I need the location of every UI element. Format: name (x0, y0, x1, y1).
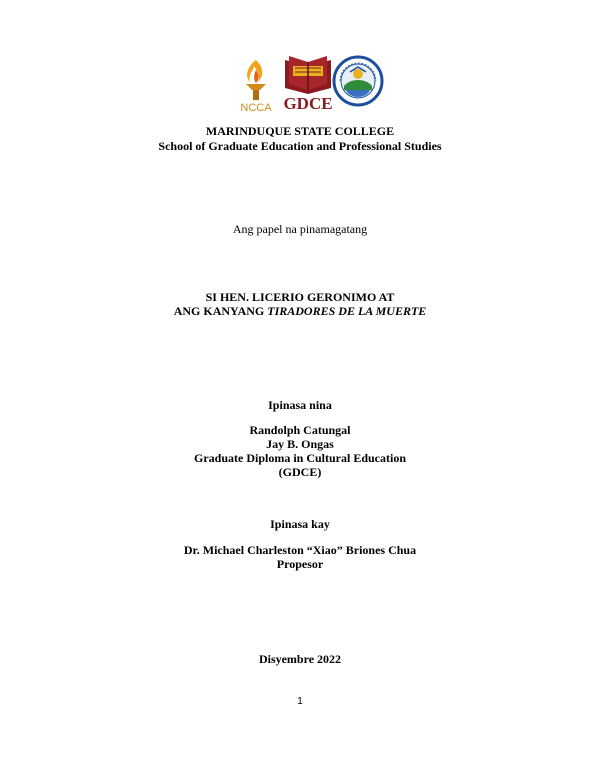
college-seal-logo (332, 50, 384, 112)
program-abbreviation: (GDCE) (278, 465, 322, 479)
gdce-logo-text: GDCE (283, 94, 333, 113)
college-seal-icon (332, 50, 384, 112)
author-2: Jay B. Ongas (266, 437, 334, 451)
paper-title-prefix: ANG KANYANG (173, 304, 268, 318)
gdce-logo (281, 50, 335, 114)
submitted-by-label: Ipinasa nina (268, 398, 332, 412)
professor-name: Dr. Michael Charleston “Xiao” Briones Chua (183, 543, 417, 557)
paper-title-line2 (0, 304, 600, 319)
author-1: Randolph Catungal (249, 423, 351, 437)
college-name: MARINDUQUE STATE COLLEGE (205, 124, 395, 138)
submitted-to-label: Ipinasa kay (270, 517, 330, 531)
date: Disyembre 2022 (258, 652, 342, 666)
school-name: School of Graduate Education and Professional Studies (158, 139, 442, 153)
ncca-logo (234, 56, 278, 114)
professor-role: Propesor (276, 557, 324, 571)
ncca-logo-text: NCCA (240, 102, 272, 114)
page-number: 1 (297, 696, 303, 707)
intro-text: Ang papel na pinamagatang (232, 222, 368, 236)
paper-title-italic: TIRADORES DE LA MUERTE (267, 304, 427, 318)
program-name: Graduate Diploma in Cultural Education (193, 451, 407, 465)
book-icon (281, 50, 335, 94)
paper-title-line1: SI HEN. LICERIO GERONIMO AT (205, 290, 395, 304)
logo-row (0, 50, 600, 120)
torch-icon (234, 56, 278, 100)
